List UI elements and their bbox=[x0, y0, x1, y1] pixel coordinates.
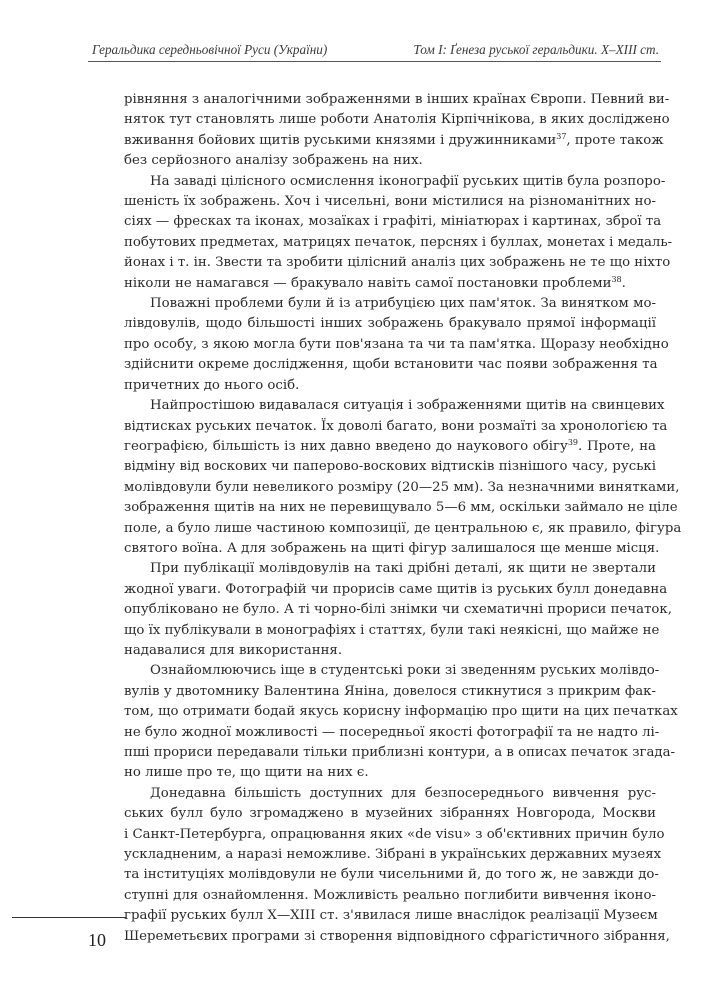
text-line bbox=[124, 478, 680, 498]
line-text: ських булл було згромаджено в музейних зібраннях Новгорода, Москви bbox=[124, 806, 656, 822]
header-rule bbox=[88, 61, 661, 62]
line-text: шеність їх зображень. Хоч і чисельні, вони містилися на різноманітних но- bbox=[124, 194, 656, 210]
text-line bbox=[124, 804, 656, 824]
text-line bbox=[124, 743, 675, 763]
footnote-marker: 39 bbox=[567, 437, 579, 447]
line-text: лівдовулів, щодо більшості інших зображень бракувало прямої інформації bbox=[124, 316, 656, 332]
text-line bbox=[124, 355, 656, 375]
line-text: святого воїна. А для зображень на щиті фігур залишалося ще менше місця. bbox=[124, 540, 660, 556]
running-header-volume-title: Том І: Ґенеза руської геральдики. Х–ХІІІ ст. bbox=[413, 42, 659, 57]
text-line bbox=[124, 763, 656, 783]
text-line bbox=[124, 845, 662, 865]
text-line bbox=[124, 539, 660, 559]
text-line bbox=[124, 723, 660, 743]
text-line bbox=[124, 417, 668, 437]
line-text: ступні для ознайомлення. Можливість реально поглибити вивчення іконо- bbox=[124, 887, 656, 903]
text-line bbox=[124, 253, 671, 273]
line-text: та інституціях молівдовули не були чисельними й, до того ж, не завжди до- bbox=[124, 867, 659, 883]
line-text: жодної уваги. Фотографій чи прорисів саме щитів із руських булл донедавна bbox=[124, 581, 668, 597]
line-text-tail: . Проте, на bbox=[578, 438, 656, 454]
line-text: ускладненим, а наразі неможливе. Зібрані в українських державних музеях bbox=[124, 847, 662, 863]
text-line bbox=[124, 600, 672, 620]
line-text: При публікації молівдовулів на такі дрібні деталі, як щити не звертали bbox=[150, 561, 656, 577]
line-text: рівняння з аналогічними зображеннями в інших країнах Європи. Певний ви- bbox=[124, 92, 670, 107]
text-line bbox=[124, 110, 670, 130]
text-line bbox=[124, 519, 682, 539]
footnote-marker: 37 bbox=[556, 131, 567, 141]
line-text: но лише про те, що щити на них є. bbox=[124, 765, 369, 781]
line-text: том, що отримати бодай якусь корисну інформацію про щити на цих печатках bbox=[124, 704, 678, 720]
running-header-book-title: Геральдика середньовічної Руси (України) bbox=[92, 42, 328, 57]
line-text: Шереметьєвих програми зі створення відповідного сфрагістичного зібрання, bbox=[124, 928, 670, 944]
text-line bbox=[124, 784, 656, 804]
running-header bbox=[88, 38, 661, 62]
text-line bbox=[124, 131, 664, 151]
text-line bbox=[124, 580, 668, 600]
text-line bbox=[124, 498, 678, 518]
text-line bbox=[124, 825, 665, 845]
line-text-tail: . bbox=[621, 275, 626, 291]
line-text: не було жодної можливості — посередньої якості фотографії та не надто лі- bbox=[124, 724, 660, 740]
text-line bbox=[124, 274, 656, 294]
text-line bbox=[124, 865, 659, 885]
text-line bbox=[124, 212, 662, 232]
text-line bbox=[124, 682, 656, 702]
text-line bbox=[124, 314, 656, 334]
text-line bbox=[124, 702, 678, 722]
text-line bbox=[124, 233, 673, 253]
line-text: вживання бойових щитів руськими князями і дружинниками bbox=[124, 132, 557, 148]
text-line bbox=[124, 437, 656, 457]
text-line bbox=[124, 90, 670, 110]
text-line bbox=[124, 294, 656, 314]
line-text: зображення щитів на них не перевищувало 5—6 мм, оскільки займало не ціле bbox=[124, 500, 678, 516]
line-text: що їх публікували в монографіях і статтях, були такі неякісні, що майже не bbox=[124, 622, 660, 638]
text-line bbox=[124, 559, 656, 579]
footnote-marker: 38 bbox=[611, 274, 622, 284]
line-text-tail: , проте також bbox=[566, 132, 664, 148]
text-line bbox=[124, 886, 656, 906]
line-text: няток тут становлять лише роботи Анатолія Кірпічнікова, в яких досліджено bbox=[124, 112, 670, 128]
line-text: про особу, з якою могла бути пов'язана та чи та пам'ятка. Щоразу необхідно bbox=[124, 336, 669, 352]
line-text: пші прориси передавали тільки приблизні контури, а в описах печаток згада- bbox=[124, 745, 675, 760]
line-text: поле, а було лише частиною композиції, де центральною є, як правило, фігура bbox=[124, 520, 682, 536]
line-text: відміну від воскових чи паперово-воскових відтисків пізнішого часу, руські bbox=[124, 459, 656, 475]
line-text: йонах і т. ін. Звести та зробити цілісний аналіз цих зображень не те що ніхто bbox=[124, 255, 671, 271]
line-text: причетних до нього осіб. bbox=[124, 377, 300, 393]
line-text: побутових предметах, матрицях печаток, перснях і буллах, монетах і медаль- bbox=[124, 234, 673, 250]
line-text: надавалися для використання. bbox=[124, 642, 343, 658]
line-text: Поважні проблеми були й із атрибуцією цих пам'яток. За винятком мо- bbox=[150, 296, 656, 312]
line-text: Донедавна більшість доступних для безпосереднього вивчення рус- bbox=[150, 785, 656, 801]
body-text bbox=[124, 90, 682, 947]
text-line bbox=[124, 621, 660, 641]
page-number: 10 bbox=[88, 930, 106, 950]
text-line bbox=[124, 927, 670, 947]
text-line bbox=[124, 192, 656, 212]
line-text: На заваді цілісного осмислення іконографії руських щитів була розпоро- bbox=[150, 173, 666, 189]
line-text: вулів у двотомнику Валентина Яніна, довелося стикнутися з прикрим фак- bbox=[124, 683, 656, 699]
text-line bbox=[124, 172, 666, 192]
text-line bbox=[124, 335, 669, 355]
text-line bbox=[124, 151, 656, 171]
text-line bbox=[124, 641, 656, 661]
line-text: і Санкт-Петербурга, опрацювання яких «de visu» з об'єктивних причин було bbox=[124, 826, 665, 842]
line-text: Ознайомлюючись іще в студентські роки зі зведенням руських молівдо- bbox=[150, 663, 660, 679]
text-line bbox=[124, 661, 660, 681]
line-text: молівдовули були невеликого розміру (20—25 мм). За незначними винятками, bbox=[124, 479, 680, 495]
text-line bbox=[124, 396, 665, 416]
footer-rule bbox=[12, 917, 126, 918]
line-text: відтисках руських печаток. Їх доволі багато, вони розмаїті за хронологією та bbox=[124, 418, 668, 434]
text-line bbox=[124, 457, 656, 477]
line-text: географією, більшість із них давно введено до наукового обігу bbox=[124, 438, 568, 454]
line-text: здійснити окреме дослідження, щоби встановити час появи зображення та bbox=[124, 357, 658, 373]
line-text: сіях — фресках та іконах, мозаїках і графіті, мініатюрах і картинах, зброї та bbox=[124, 214, 662, 230]
line-text: Найпростішою видавалася ситуація і зображеннями щитів на свинцевих bbox=[150, 398, 665, 414]
text-line bbox=[124, 906, 656, 926]
text-line bbox=[124, 376, 656, 396]
line-text: графії руських булл Х—ХІІІ ст. з'явилася лише внаслідок реалізації Музеєм bbox=[124, 908, 658, 924]
line-text: без серйозного аналізу зображень на них. bbox=[124, 153, 423, 169]
line-text: опубліковано не було. А ті чорно-білі знімки чи схематичні прориси печаток, bbox=[124, 602, 672, 618]
line-text: ніколи не намагався — бракувало навіть самої постановки проблеми bbox=[124, 275, 612, 291]
